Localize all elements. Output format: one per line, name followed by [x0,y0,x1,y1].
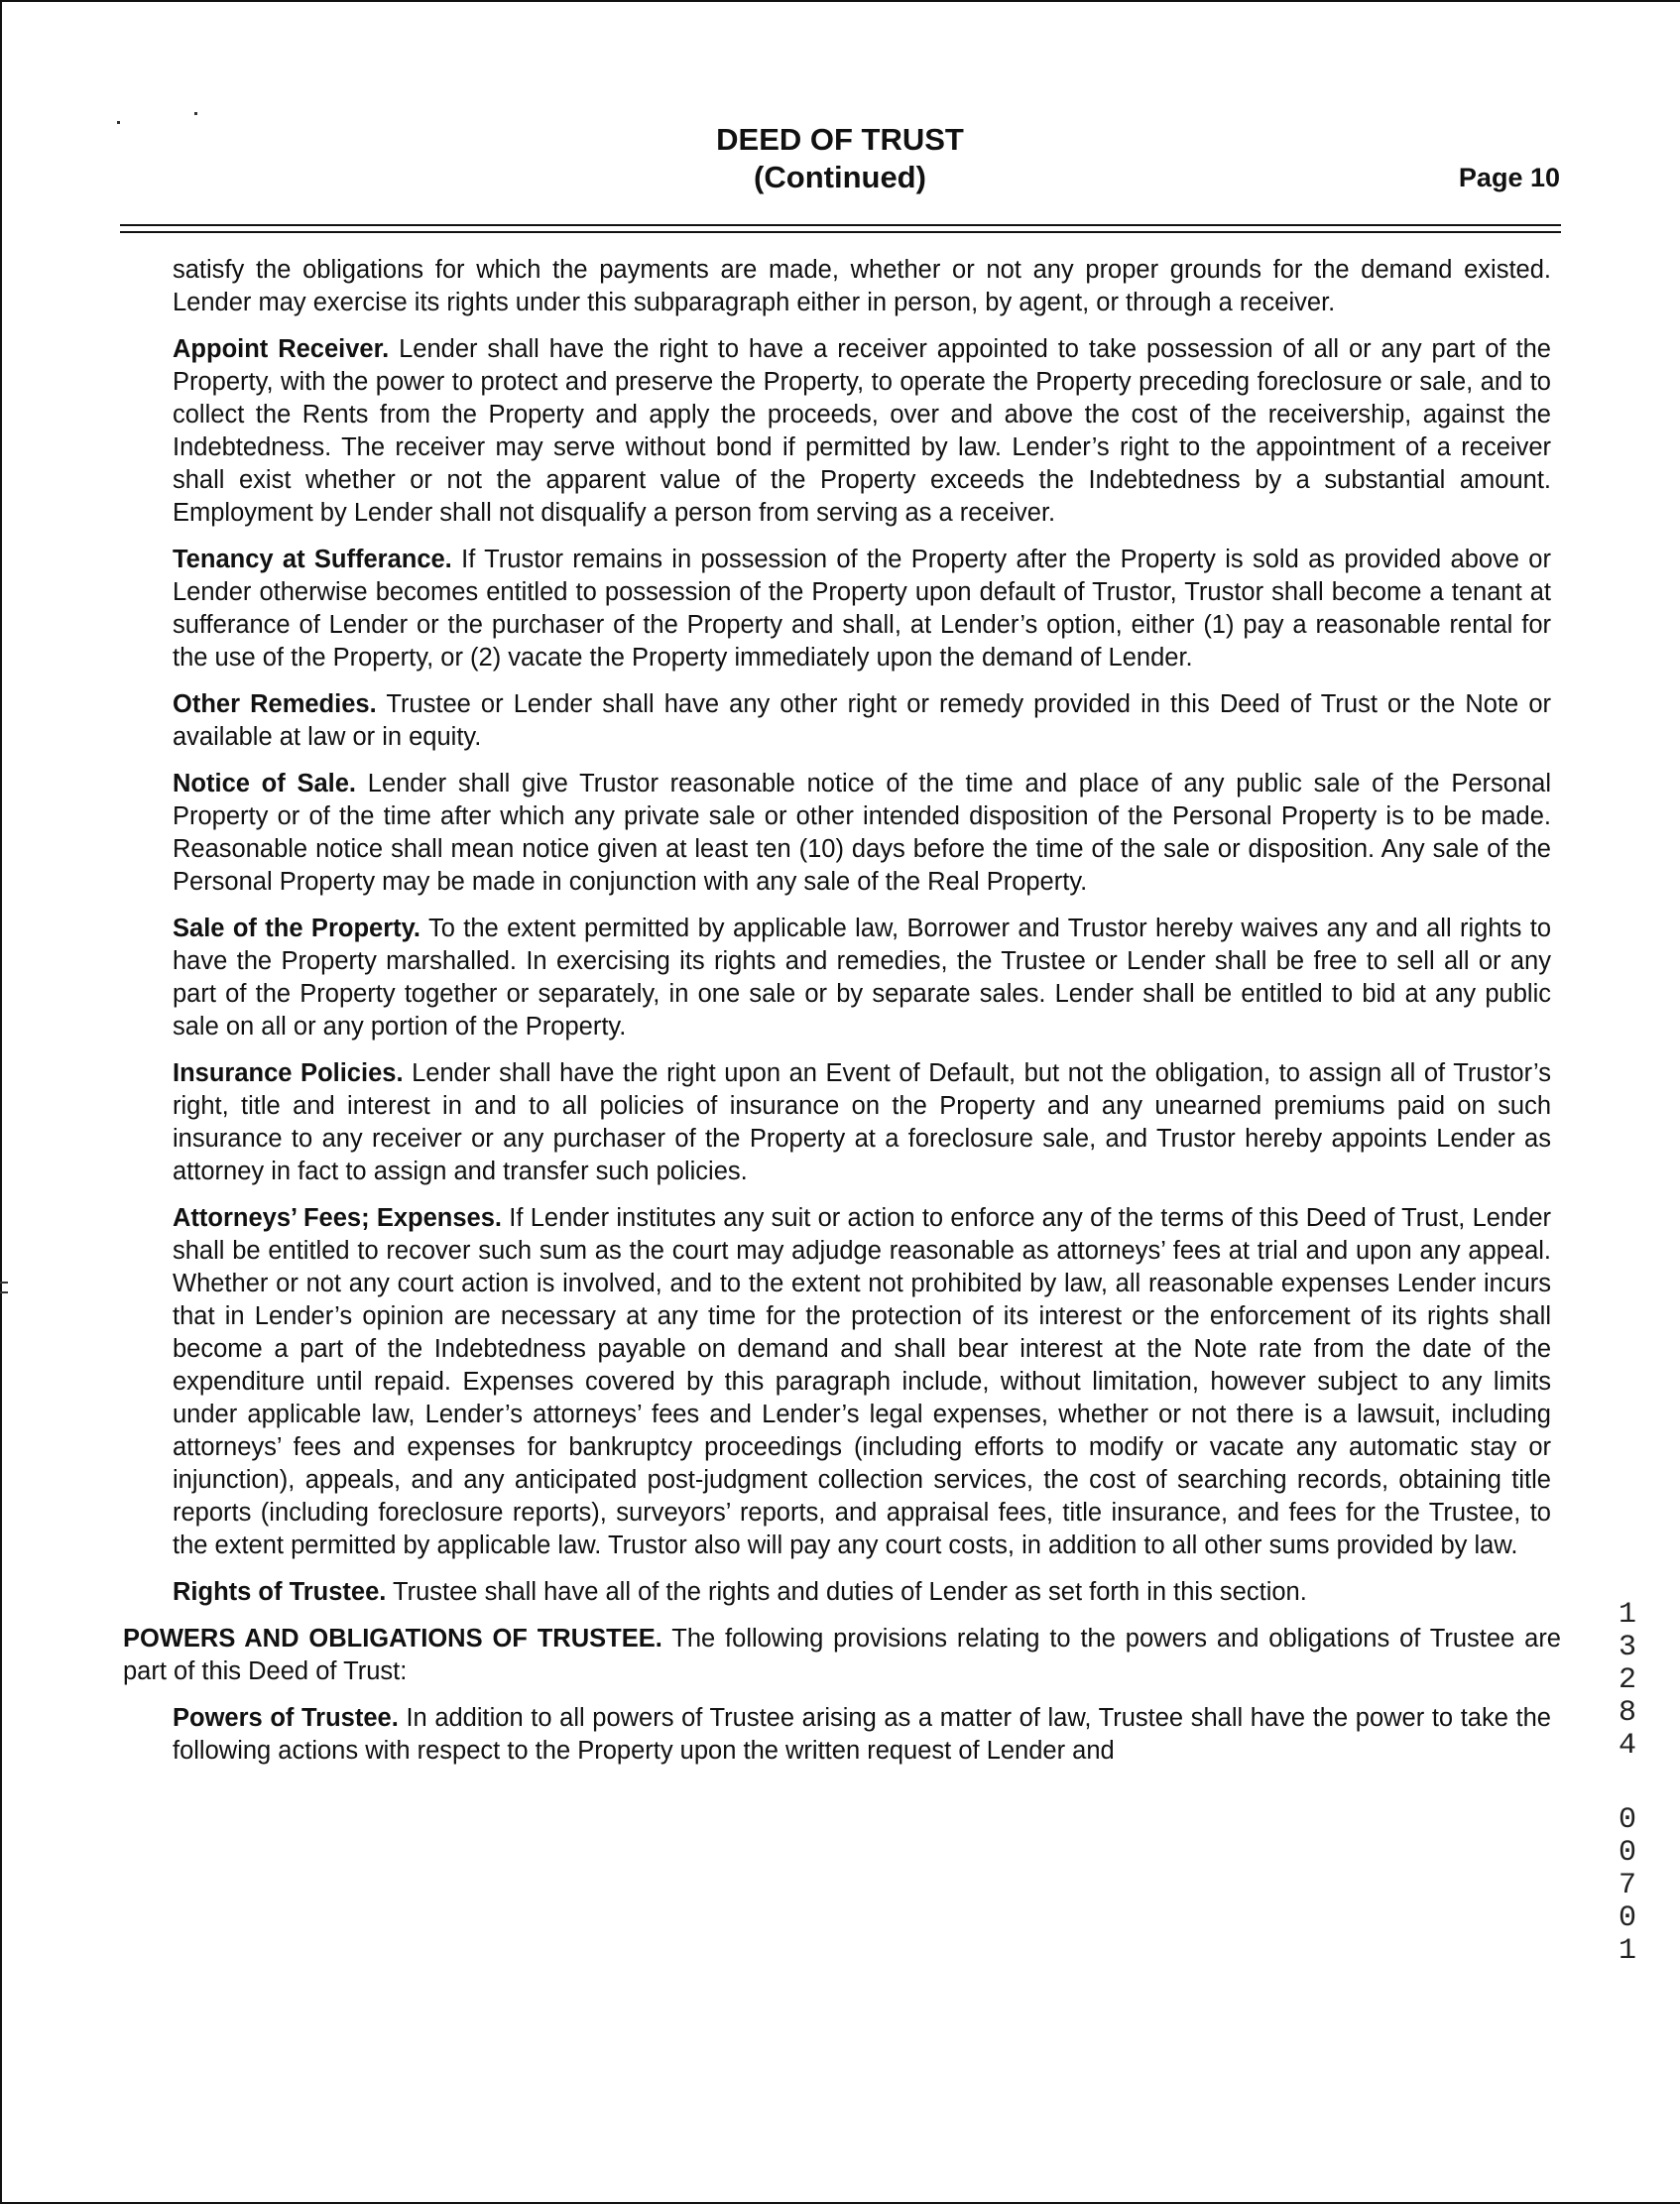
paragraph-sale-of-property [173,913,1551,1043]
stamp-digit: 4 [1618,1729,1636,1763]
paragraph-text: In addition to all powers of Trustee arising as a matter of law, Trustee shall have the power to take the following actions with respect to the Property upon the written request of Lender and [173,1704,1551,1765]
stamp-digit: 3 [1618,1631,1636,1664]
paragraph-text: Trustee shall have all of the rights and duties of Lender as set forth in this section. [392,1578,1307,1606]
stamp-digit: 8 [1618,1696,1636,1730]
section-text: The following provisions relating to the powers and obligations of Trustee are part of this Deed of Trust: [123,1625,1561,1685]
continuation-paragraph: satisfy the obligations for which the payments are made, whether or not any proper grounds for the demand existed. Lender may exercise its rights under this subparagraph either in person, by agent, or through a receiver. [173,256,1551,316]
paragraph-heading: Appoint Receiver. [173,335,390,363]
paragraph-rights-of-trustee [173,1576,1551,1609]
page-number: Page 10 [1458,163,1560,192]
header-rule [120,224,1561,226]
stamp-digit: 1 [1618,1598,1636,1632]
paragraph-heading: Other Remedies. [173,690,377,718]
scan-speck [194,112,197,115]
document-title [0,121,1680,196]
paragraph-text: Lender shall have the right upon an Event of Default, but not the obligation, to assign all of Trustor’s right, title and interest in and to all policies of insurance on the Property and any unearned premiums paid on such insurance to any receiver or any purchaser of the Property at a foreclosure sale, and Trustor hereby appoints Lender as attorney in fact to assign and transfer such policies. [173,1059,1551,1185]
stamp-digit: 2 [1618,1663,1636,1697]
paragraph-appoint-receiver [173,333,1551,530]
scan-tick [0,1291,8,1293]
stamp-gap [1613,1763,1642,1804]
paragraph-powers-of-trustee [173,1702,1551,1768]
title-main: DEED OF TRUST [716,122,964,157]
paragraph-heading: Rights of Trustee. [173,1578,387,1606]
paragraph-text: If Lender institutes any suit or action to enforce any of the terms of this Deed of Trust, Lender shall be entitled to recover such sum as the court may adjudge reasonable as attorneys’ fees at trial and upon any appeal. Whether or not any court action is involved, and to the extent not prohibited by law, all reasonable expenses Lender incurs that in Lender’s opinion are necessary at any time for the protection of its interest or the enforcement of its rights shall become a part of the Indebtedness payable on demand and shall bear interest at the Note rate from the date of the expenditure until repaid. Expenses covered by this paragraph include, without limitation, however subject to any limits under applicable law, Lender’s attorneys’ fees and Lender’s legal expenses, whether or not there is a lawsuit, including attorneys’ fees and expenses for bankruptcy proceedings (including efforts to modify or vacate any automatic stay or injunction), appeals, and any anticipated post-judgment collection services, the cost of searching records, obtaining title reports (including foreclosure reports), surveyors’ reports, and appraisal fees, title insurance, and fees for the Trustee, to the extent permitted by applicable law. Trustor also will pay any court costs, in addition to all other sums provided by law. [173,1204,1551,1559]
section-heading: POWERS AND OBLIGATIONS OF TRUSTEE. [123,1625,662,1653]
paragraph-heading: Insurance Policies. [173,1059,404,1087]
scan-tick [0,1282,8,1284]
powers-section [123,1623,1561,1768]
paragraph-text: Trustee or Lender shall have any other right or remedy provided in this Deed of Trust or the Note or available at law or in equity. [173,690,1551,751]
paragraph-heading: Sale of the Property. [173,915,420,942]
paragraph-heading: Tenancy at Sufferance. [173,546,452,573]
stamp-digit: 7 [1618,1869,1636,1902]
stamp-digit: 1 [1618,1934,1636,1968]
paragraph-text: Lender shall have the right to have a receiver appointed to take possession of all or any part of the Property, with the power to protect and preserve the Property, to operate the Property preceding foreclosure or sale, and to collect the Rents from the Property and apply the proceeds, over and above the cost of the receivership, against the Indebtedness. The receiver may serve without bond if permitted by law. Lender’s right to the appointment of a receiver shall exist whether or not the apparent value of the Property exceeds the Indebtedness by a substantial amount. Employment by Lender shall not disqualify a person from serving as a receiver. [173,335,1551,527]
paragraph-other-remedies [173,688,1551,754]
paragraph-notice-of-sale [173,768,1551,899]
header-rule [120,231,1561,233]
paragraph-attorneys-fees [173,1202,1551,1562]
paragraph-text: Lender shall give Trustor reasonable notice of the time and place of any public sale of the Personal Property or of the time after which any private sale or other intended disposition of the Personal Property is to be made. Reasonable notice shall mean notice given at least ten (10) days before the time of the sale or disposition. Any sale of the Personal Property may be made in conjunction with any sale of the Real Property. [173,770,1551,896]
paragraph-heading: Notice of Sale. [173,770,357,797]
paragraph-insurance-policies [173,1057,1551,1188]
recording-number-stamp [1613,1599,1642,1968]
paragraph-tenancy-at-sufferance [173,544,1551,674]
stamp-digit: 0 [1618,1836,1636,1870]
paragraph-text: If Trustor remains in possession of the Property after the Property is sold as provided above or Lender otherwise becomes entitled to possession of the Property upon default of Trustor, Trustor shall become a tenant at sufferance of Lender or the purchaser of the Property and shall, at Lender’s option, either (1) pay a reasonable rental for the use of the Property, or (2) vacate the Property immediately upon the demand of Lender. [173,546,1551,672]
stamp-digit: 0 [1618,1803,1636,1837]
paragraph-text: To the extent permitted by applicable law, Borrower and Trustor hereby waives any and all rights to have the Property marshalled. In exercising its rights and remedies, the Trustee or Lender shall be free to sell all or any part of the Property together or separately, in one sale or by separate sales. Lender shall be entitled to bid at any public sale on all or any portion of the Property. [173,915,1552,1041]
stamp-digit: 0 [1618,1901,1636,1935]
document-body [123,254,1561,1781]
section-powers-and-obligations [123,1623,1561,1688]
paragraph-heading: Powers of Trustee. [173,1704,399,1732]
title-subtitle: (Continued) [754,160,926,194]
paragraph-heading: Attorneys’ Fees; Expenses. [173,1204,502,1232]
